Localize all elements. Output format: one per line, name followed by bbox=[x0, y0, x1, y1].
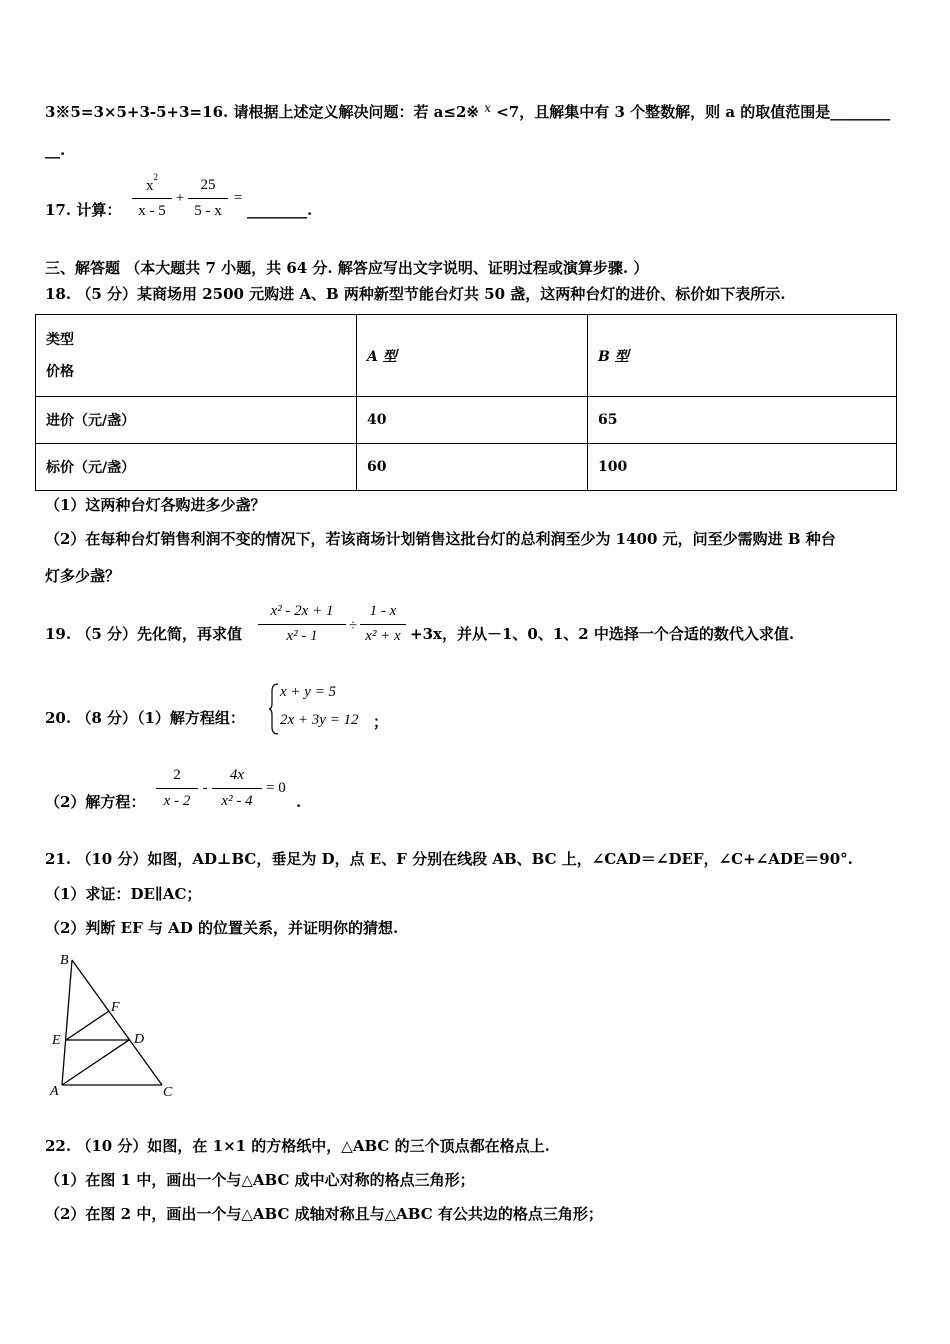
price-table bbox=[35, 314, 897, 491]
q19-fraction1-numerator: x² - 2x + 1 bbox=[270, 603, 334, 619]
q17-label: 17. 计算： bbox=[45, 201, 122, 219]
q21-sub1: （1）求证：DE∥AC； bbox=[45, 885, 202, 903]
problem-16-continued: 3※5=3×5+3-5+3=16. 请根据上述定义解决问题：若 a≤2※ $^x$ <7，且解集中有 3 个整数解，则 a 的取值范围是________ bbox=[45, 101, 891, 121]
segment-ef bbox=[66, 1011, 109, 1040]
q18-sub2-continued: 灯多少盏？ bbox=[45, 567, 121, 585]
system-eq2: 2x + 3y = 12 bbox=[280, 712, 359, 728]
q20-minus: - bbox=[202, 780, 208, 796]
segment-ad bbox=[62, 1040, 129, 1085]
q20-fraction1-bar bbox=[156, 788, 198, 789]
q18-sub1: （1）这两种台灯各购进多少盏？ bbox=[45, 496, 266, 514]
q22-sub2: （2）在图 2 中，画出一个与△ABC 成轴对称且与△ABC 有公共边的格点三角形； bbox=[45, 1205, 603, 1223]
q20-fraction2-bar bbox=[212, 788, 262, 789]
q17-plus: + bbox=[175, 190, 185, 206]
q20-label: 20. （8 分）（1）解方程组： bbox=[45, 709, 245, 727]
variable-x: x bbox=[484, 101, 491, 115]
q17-fraction1-numerator: $x^2$ bbox=[146, 172, 158, 194]
q19-fraction2-denominator: x² + x bbox=[365, 628, 401, 644]
q19-fraction1-denominator: x² - 1 bbox=[286, 628, 318, 644]
segment-bc bbox=[72, 960, 162, 1085]
q18-sub2: （2）在每种台灯销售利润不变的情况下，若该商场计划销售这批台灯的总利润至少为 1400 元，问至少需购进 B 种台 bbox=[45, 530, 836, 548]
q20-period: . bbox=[296, 793, 302, 811]
q19-fraction2-numerator: 1 - x bbox=[369, 603, 397, 619]
q19-label: 19. （5 分）先化简，再求值 bbox=[45, 625, 242, 643]
q21-sub2: （2）判断 EF 与 AD 的位置关系，并证明你的猜想. bbox=[45, 919, 399, 937]
label-a: A bbox=[50, 1084, 59, 1099]
q20-fraction1-numerator: 2 bbox=[173, 767, 181, 783]
table-header-b: B 型 bbox=[588, 315, 897, 397]
table-cell-a: 60 bbox=[357, 444, 588, 491]
table-header-row bbox=[36, 315, 897, 397]
answer-blank-tail: __. bbox=[45, 141, 66, 159]
q20-equals-zero: = 0 bbox=[266, 780, 286, 796]
q19-tail: +3x，并从－1、0、1、2 中选择一个合适的数代入求值. bbox=[410, 625, 795, 643]
section-3-heading: 三、解答题 （本大题共 7 小题，共 64 分. 解答应写出文字说明、证明过程或演算步骤. ） bbox=[45, 259, 649, 277]
q20-fraction1-denominator: x - 2 bbox=[163, 793, 191, 809]
q20-sub2-label: （2）解方程： bbox=[45, 793, 146, 811]
q19-fraction1-bar bbox=[258, 624, 346, 625]
table-cell-label: 标价（元/盏） bbox=[36, 444, 357, 491]
q17-equals: = bbox=[233, 190, 243, 206]
system-brace bbox=[268, 683, 280, 735]
table-header-type-price: 类型 价格 bbox=[36, 315, 357, 397]
q19-fraction2-bar bbox=[360, 624, 406, 625]
q17-fraction1-bar bbox=[132, 198, 172, 199]
q22-stem: 22. （10 分）如图，在 1×1 的方格纸中，△ABC 的三个顶点都在格点上. bbox=[45, 1137, 550, 1155]
geometry-figure bbox=[45, 950, 185, 1105]
q17-fraction2-bar bbox=[188, 198, 228, 199]
label-e: E bbox=[52, 1033, 61, 1048]
table-cell-b: 100 bbox=[588, 444, 897, 491]
label-f: F bbox=[111, 1000, 120, 1015]
label-d: D bbox=[134, 1032, 145, 1047]
table-row bbox=[36, 397, 897, 444]
table-cell-a: 40 bbox=[357, 397, 588, 444]
segment-ab bbox=[62, 960, 72, 1085]
table-header-a: A 型 bbox=[357, 315, 588, 397]
label-c: C bbox=[163, 1085, 173, 1100]
q17-blank: ________. bbox=[247, 201, 313, 219]
q20-fraction2-numerator: 4x bbox=[229, 767, 245, 783]
label-b: B bbox=[60, 953, 69, 968]
q20-fraction2-denominator: x² - 4 bbox=[221, 793, 253, 809]
system-eq1: x + y = 5 bbox=[280, 684, 337, 700]
q17-fraction2-numerator: 25 bbox=[200, 177, 216, 193]
table-cell-b: 65 bbox=[588, 397, 897, 444]
table-row bbox=[36, 444, 897, 491]
q17-fraction1-denominator: x - 5 bbox=[138, 203, 166, 219]
q20-semicolon: ； bbox=[373, 713, 389, 731]
q21-stem: 21. （10 分）如图，AD⊥BC，垂足为 D，点 E、F 分别在线段 AB、BC 上，∠CAD＝∠DEF，∠C+∠ADE＝90°. bbox=[45, 850, 853, 868]
q22-sub1: （1）在图 1 中，画出一个与△ABC 成中心对称的格点三角形； bbox=[45, 1171, 475, 1189]
table-cell-label: 进价（元/盏） bbox=[36, 397, 357, 444]
q17-fraction2-denominator: 5 - x bbox=[194, 203, 222, 219]
q19-divide: ÷ bbox=[348, 618, 358, 634]
q18-stem: 18. （5 分）某商场用 2500 元购进 A、B 两种新型节能台灯共 50 盏，这两种台灯的进价、标价如下表所示. bbox=[45, 285, 786, 303]
